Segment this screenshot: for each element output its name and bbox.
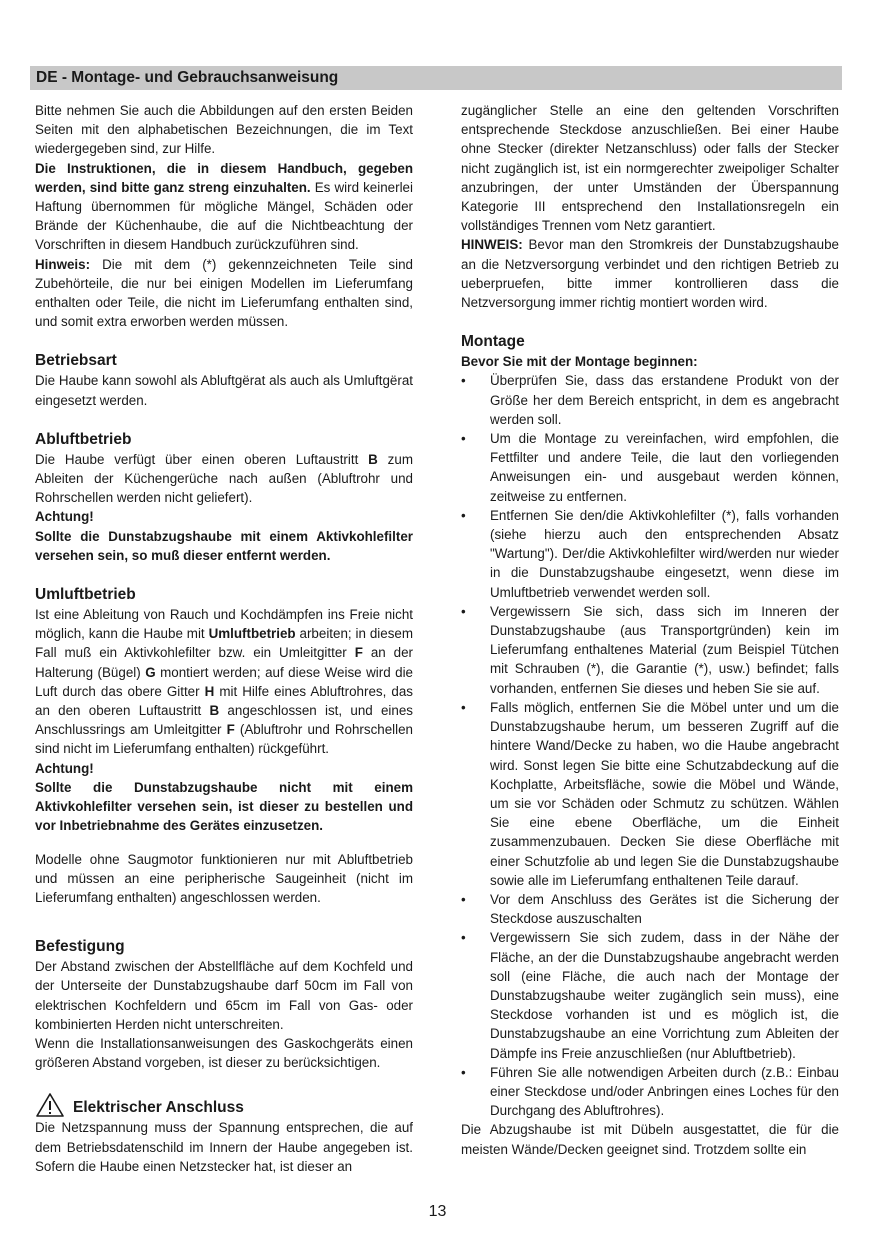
list-item: • Vor dem Anschluss des Gerätes ist die Sicherung der Steckdose auszuschalten <box>461 891 839 927</box>
instructions-bold: Die Instruktionen, die in diesem Handbuch, gegeben werden, sind bitte ganz streng einzuhalten. <box>35 160 413 195</box>
abluft-text-1: Die Haube verfügt über einen oberen Luftaustritt <box>35 451 359 467</box>
page-number: 13 <box>428 1203 447 1220</box>
heading-montage: Montage <box>461 333 525 351</box>
instructions-paragraph <box>35 159 413 255</box>
hinweis-paragraph <box>35 255 413 332</box>
left-column <box>35 101 413 1176</box>
list-item: • Vergewissern Sie sich zudem, dass in der Nähe der Fläche, an der die Dunstabzugshaube angebracht werden soll (eine Fläche, die auch nach der Montage der Dunstabzugshaube weiter zugänglich sein muss), eine Steckdose vorhanden ist und es möglich ist, die Dunstabzugshaube an eine Vorrichtung zum Ableiten der Dämpfe ins Freie anzuschließen (nur Abluftbetrieb). <box>461 930 839 1061</box>
abluft-text-2: zum Ableiten der Küchengerüche nach außen (Abluftrohr und Rohrschellen werden nicht geliefert). <box>35 451 413 506</box>
modelle-paragraph: Modelle ohne Saugmotor funktionieren nur mit Abluftbetrieb und müssen an eine peripherische Saugeinheit (nicht im Lieferumfang enthalten) angeschlossen werden. <box>35 851 413 905</box>
heading-befestigung: Befestigung <box>35 938 125 956</box>
heading-elektrisch: Elektrischer Anschluss <box>73 1099 244 1117</box>
heading-umluftbetrieb: Umluftbetrieb <box>35 586 136 604</box>
list-item: • Falls möglich, entfernen Sie die Möbel unter und um die Dunstabzugshaube herum, um besseren Zugriff auf die hintere Wand/Decke zu haben, wo die Haube angebracht wird. Sonst legen Sie bitte eine Schutzabdeckung auf die Kochplatte, Arbeitsfläche, sowie die Möbel und Wände, um sie vor Schäden oder Schmutz zu schützen. Wählen Sie eine ebene Oberfläche, um die Einheit zusammenzubauen. Decken Sie diese Oberfläche mit einer Schutzfolie ab und legen Sie die Dunstabzugshaube sowie alle im Lieferumfang enthaltenen Teile darauf. <box>461 699 839 888</box>
section-header: DE - Montage- und Gebrauchsanweisung <box>30 66 842 90</box>
list-item: • Überprüfen Sie, dass das erstandene Produkt von der Größe her dem Bereich entspricht, in dem es angebracht werden soll. <box>461 373 839 427</box>
abluftbetrieb-text <box>35 450 413 508</box>
montage-subheading: Bevor Sie mit der Montage beginnen: <box>461 354 698 370</box>
list-item: • Um die Montage zu vereinfachen, wird empfohlen, die Fettfilter und andere Teile, die laut den vorliegenden Anweisungen ein- und ausgebaut werden können, zeitweise zu entfernen. <box>461 431 839 504</box>
list-item: • Entfernen Sie den/die Aktivkohlefilter (*), falls vorhanden (siehe hierzu auch den entsprechenden Absatz "Wartung"). Der/die Aktivkohlefilter wird/werden nur wieder in die Dunstabzugshaube eingesetzt, wenn diese im Umluftbetrieb verwendet werden soll. <box>461 507 839 600</box>
betriebsart-text: Die Haube kann sowohl als Abluftgërat als auch als Umluftgërat eingesetzt werden. <box>35 373 413 408</box>
befestigung-paragraph-1: Der Abstand zwischen der Abstellfläche auf dem Kochfeld und der Unterseite der Dunstabzugshaube darf 50cm im Fall von elektrischen Kochfeldern und 65cm im Fall von Gas- oder kombinierten Herden nicht unterschreiten. <box>35 959 413 1032</box>
achtung-label: Achtung! <box>35 509 94 525</box>
hinweis-right-label: HINWEIS: <box>461 237 523 253</box>
continued-paragraph: zugänglicher Stelle an eine den geltenden Vorschriften entsprechende Steckdose anzuschließen. Bei einer Haube ohne Stecker (direkter Netzanschluss) oder falls der Stecker nicht zugänglich ist, ist ein normgerechter zweipoliger Schalter anzubringen, der unter Umständen der Überspannung Kategorie III entsprechend den Installationsregeln ein vollständiges Trennen vom Netz garantiert. <box>461 103 839 234</box>
befestigung-paragraph-2: Wenn die Installationsanweisungen des Gaskochgeräts einen größeren Abstand vorgeben, ist dieser zu berücksichtigen. <box>35 1035 413 1071</box>
montage-bullet-list <box>461 371 839 1120</box>
umluft-warning: Sollte die Dunstabzugshaube nicht mit einem Aktivkohlefilter versehen sein, ist dieser zu bestellen und vor Inbetriebnahme des Gerätes einzusetzen. <box>35 779 413 834</box>
heading-elektrisch-row <box>35 1092 413 1118</box>
right-column <box>461 101 839 1159</box>
hinweis-label: Hinweis: <box>35 256 91 272</box>
label-b: B <box>368 451 378 467</box>
achtung-label-2: Achtung! <box>35 760 94 776</box>
heading-betriebsart: Betriebsart <box>35 352 117 370</box>
hinweis-right-paragraph <box>461 235 839 312</box>
intro-paragraph: Bitte nehmen Sie auch die Abbildungen auf den ersten Beiden Seiten mit den alphabetischen Bezeichnungen, die im Text wiedergegeben sind, zur Hilfe. <box>35 103 413 157</box>
closing-paragraph: Die Abzugshaube ist mit Dübeln ausgestattet, die für die meisten Wände/Decken geeignet sind. Trotzdem sollte ein <box>461 1122 839 1157</box>
instructions-text: Es wird keinerlei Haftung übernommen für mögliche Mängel, Schäden oder Brände der Küchenhaube, die auf die Nichtbeachtung der Vorschriften in diesem Handbuch zurückzuführen sind. <box>35 179 413 253</box>
abluft-warning: Sollte die Dunstabzugshaube mit einem Aktivkohlefilter versehen sein, so muß dieser entfernt werden. <box>35 528 413 563</box>
elektrisch-paragraph: Die Netzspannung muss der Spannung entsprechen, die auf dem Betriebsdatenschild im Innern der Haube angegeben ist. Sofern die Haube einen Netzstecker hat, ist dieser an <box>35 1120 413 1174</box>
heading-abluftbetrieb: Abluftbetrieb <box>35 430 132 448</box>
warning-triangle-icon <box>35 1092 65 1118</box>
hinweis-right-text: Bevor man den Stromkreis der Dunstabzugshaube an die Netzversorgung verbindet und den richtigen Betrieb zu ueberpruefen, bitte immer kontrollieren dass die Netzversorgung immer richtig montiert worden wird. <box>461 237 839 311</box>
hinweis-text: Die mit dem (*) gekennzeichneten Teile sind Zubehörteile, die nur bei einigen Modellen im Lieferumfang enthalten oder Teile, die nicht im Lieferumfang enthalten sind, und somit extra erworben werden müssen. <box>35 256 413 330</box>
list-item: • Vergewissern Sie sich, dass sich im Inneren der Dunstabzugshaube (aus Transportgründen) kein im Lieferumfang enthaltenes Material (zum Beispiel Tütchen mit Schrauben (*), die Garantie (*), usw.) befindet; falls vorhanden, entfernen Sie dieses und heben Sie sie auf. <box>461 603 839 696</box>
list-item: • Führen Sie alle notwendigen Arbeiten durch (z.B.: Einbau einer Steckdose und/oder Anbringen eines Loches für den Durchgang des Abluftrohres). <box>461 1064 839 1119</box>
umluftbetrieb-text: Ist eine Ableitung von Rauch und Kochdämpfen ins Freie nicht möglich, kann die Haube mit Umluftbetrieb arbeiten; in diesem Fall muß ein Aktivkohlefilter bzw. ein Umleitgitter F an der Halterung (Bügel) G montiert werden; auf diese Weise wird die Luft durch das obere Gitter H mit Hilfe eines Abluftrohres, das an den oberen Luftaustritt B angeschlossen ist, und eines Anschlussrings am Umleitgitter F (Abluftrohr und Rohrschellen sind nicht im Lieferumfang enthalten) rückgeführt. <box>35 607 414 757</box>
